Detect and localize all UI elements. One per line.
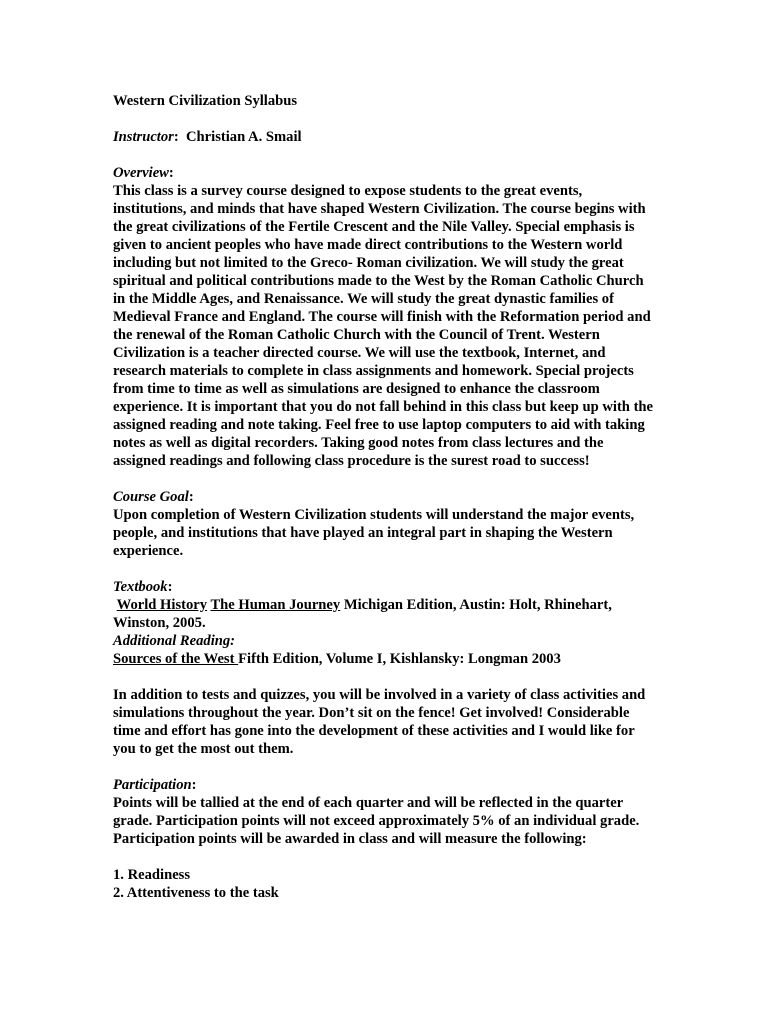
document-title: Western Civilization Syllabus — [113, 93, 298, 109]
additional-reading-title: Sources of the West — [113, 651, 239, 667]
syllabus-body — [113, 92, 658, 902]
participation-heading: Participation: — [113, 777, 197, 793]
textbook-publication: Michigan Edition, Austin: Holt, Rhinehart, Winston, 2005. — [113, 597, 612, 631]
textbook-title-human-journey: The Human Journey — [210, 597, 341, 613]
textbook-title-world-history: World History — [116, 597, 208, 613]
overview-paragraph: This class is a survey course designed to expose students to the great events, institutions, and minds that have shaped Western Civilization. The course begins with the great civilizations of the Fertile Crescent and the Nile Valley. Special emphasis is given to ancient peoples who have made direct contributions to the Western world including but not limited to the Greco- Roman civilization. We will study the great spiritual and political contributions made to the West by the Roman Catholic Church in the Middle Ages, and Renaissance. We will study the great dynastic families of Medieval France and England. The course will finish with the Reformation period and the renewal of the Roman Catholic Church with the Council of Trent. Western Civilization is a teacher directed course. We will use the textbook, Internet, and research materials to complete in class assignments and homework. Special projects from time to time as well as simulations are designed to enhance the classroom experience. It is important that you do not fall behind in this class but keep up with the assigned reading and note taking. Feel free to use laptop computers to aid with taking notes as well as digital recorders. Taking good notes from class lectures and the assigned readings and following class procedure is the surest road to success! — [113, 183, 654, 469]
additional-reading-heading: Additional Reading: — [113, 633, 236, 649]
participation-paragraph: Points will be tallied at the end of each quarter and will be reflected in the quarter grade. Participation points will not exceed approximately 5% of an individual grade. Participation points will be awarded in class and will measure the following: — [113, 795, 640, 847]
textbook-citation — [113, 596, 658, 632]
course-goal-paragraph: Upon completion of Western Civilization students will understand the major events, people, and institutions that have played an integral part in shaping the Western experience. — [113, 507, 635, 559]
overview-heading: Overview: — [113, 165, 174, 181]
instructor-line: Instructor: Christian A. Smail — [113, 129, 302, 145]
additional-reading-citation — [113, 650, 658, 668]
list-item: 1. Readiness — [113, 867, 191, 883]
instructor-name: Christian A. Smail — [186, 129, 302, 145]
additional-reading-publication: Fifth Edition, Volume I, Kishlansky: Longman 2003 — [238, 651, 561, 667]
list-item: 2. Attentiveness to the task — [113, 885, 279, 901]
textbook-heading: Textbook: — [113, 579, 173, 595]
instructor-label: Instructor — [113, 129, 174, 145]
course-goal-heading: Course Goal: — [113, 489, 194, 505]
activities-paragraph: In addition to tests and quizzes, you will be involved in a variety of class activities and simulations throughout the year. Don’t sit on the fence! Get involved! Considerable time and effort has gone into the development of these activities and I would like for you to get the most out them. — [113, 687, 646, 757]
